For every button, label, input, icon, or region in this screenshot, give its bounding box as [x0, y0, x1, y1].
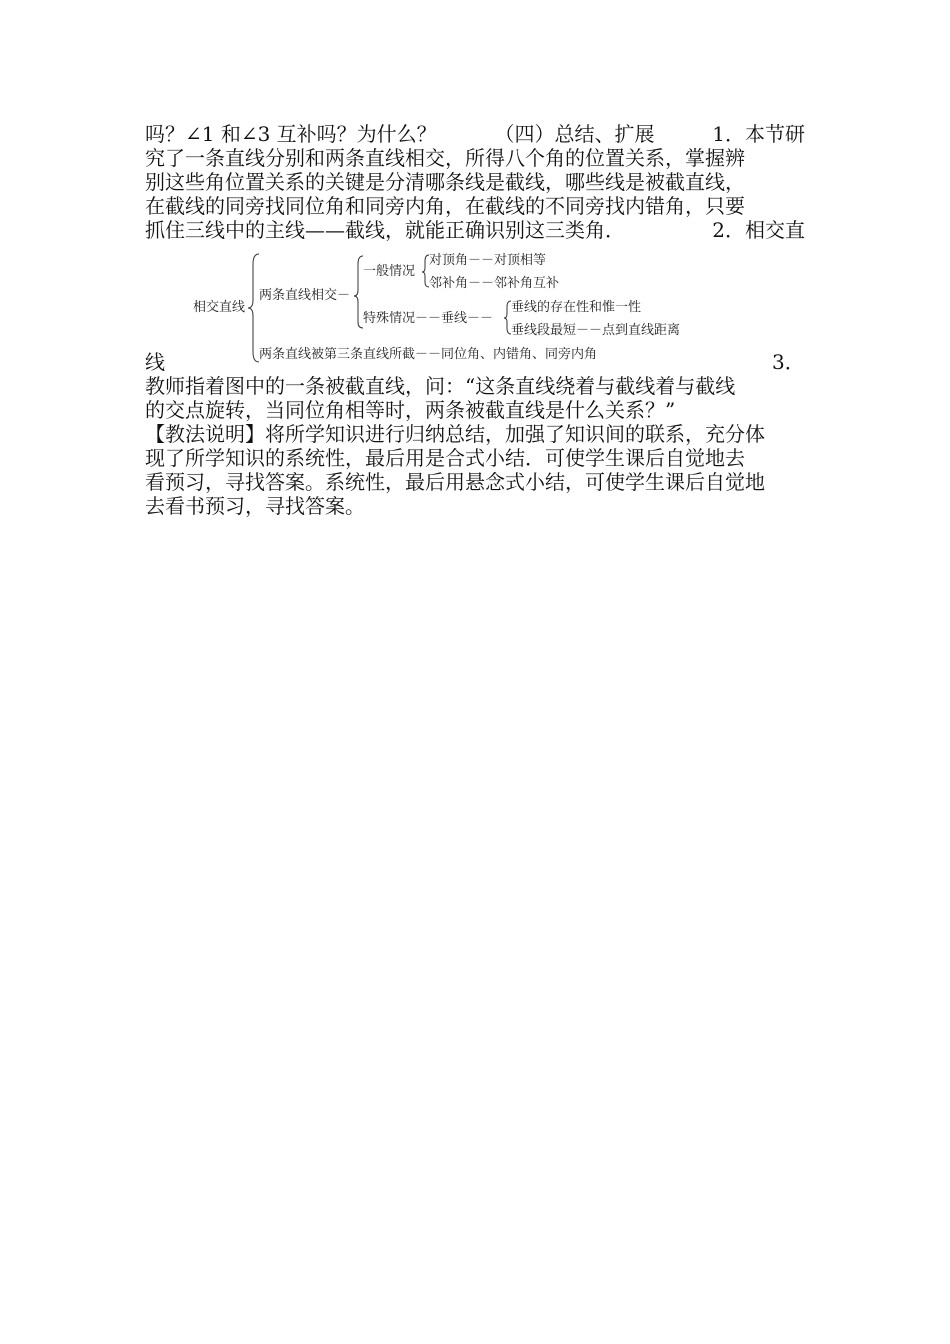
- concept-diagram: [185, 250, 725, 370]
- branch1-brace: [354, 256, 363, 328]
- paragraph-summary: [145, 122, 805, 242]
- text-line: 去看书预习，寻找答案。: [145, 494, 365, 518]
- text-segment: 吗？∠1 和∠3 互补吗？为什么？: [145, 122, 437, 146]
- text-line: [145, 218, 805, 242]
- text-line: 教师指着图中的一条被截直线，问：“这条直线绕着与截线着与截线: [145, 374, 736, 398]
- diagram-general-case: 一般情况: [363, 264, 416, 279]
- text-line: [145, 122, 805, 146]
- text-line: 【教法说明】将所学知识进行归纳总结，加强了知识间的联系，充分体: [145, 422, 765, 446]
- section-heading: （四）总结、扩展: [494, 122, 655, 146]
- diagram-adjacent-angles: 邻补角－－邻补角互补: [429, 276, 560, 291]
- diagram-vertical-angles: 对顶角－－对顶相等: [429, 253, 547, 268]
- text-line: [145, 170, 805, 194]
- text-line: 现了所学知识的系统性，最后用是合式小结．可使学生课后自觉地去: [145, 446, 745, 470]
- special-brace: [504, 301, 511, 334]
- text-segment: 1．本节研: [712, 122, 805, 146]
- text-segment: 在截线的同旁找同位角和同旁内角，在截线的不同旁找内错角，只要: [145, 194, 745, 218]
- diagram-perp-shortest: 垂线段最短－－点到直线距离: [511, 323, 681, 338]
- text-line: 的交点旋转，当同位角相等时，两条被截直线是什么关系？”: [145, 398, 676, 422]
- text-line: [145, 146, 805, 170]
- paragraph-teaching-note: [145, 374, 805, 518]
- item-number: 3．: [772, 350, 805, 374]
- root-brace: [248, 254, 259, 362]
- text-segment: 究了一条直线分别和两条直线相交，所得八个角的位置关系，掌握辨: [145, 146, 745, 170]
- continuation-text: 线: [145, 350, 165, 374]
- text-segment: 2．相交直: [712, 218, 805, 242]
- text-segment: 抓住三线中的主线——截线，就能正确识别这三类角．: [145, 218, 625, 242]
- diagram-branch-transversal: 两条直线被第三条直线所截－－同位角、内错角、同旁内角: [259, 347, 598, 362]
- diagram-branch-intersect: 两条直线相交－: [259, 288, 351, 303]
- general-brace: [422, 255, 429, 287]
- text-line: [145, 194, 805, 218]
- diagram-special-case: 特殊情况－－垂线－－: [363, 311, 494, 326]
- text-line: 看预习，寻找答案。系统性，最后用悬念式小结，可使学生课后自觉地: [145, 470, 765, 494]
- diagram-perp-existence: 垂线的存在性和惟一性: [511, 300, 642, 315]
- diagram-root-label: 相交直线: [193, 300, 246, 315]
- text-segment: 别这些角位置关系的关键是分清哪条线是截线，哪些线是被截直线，: [145, 170, 745, 194]
